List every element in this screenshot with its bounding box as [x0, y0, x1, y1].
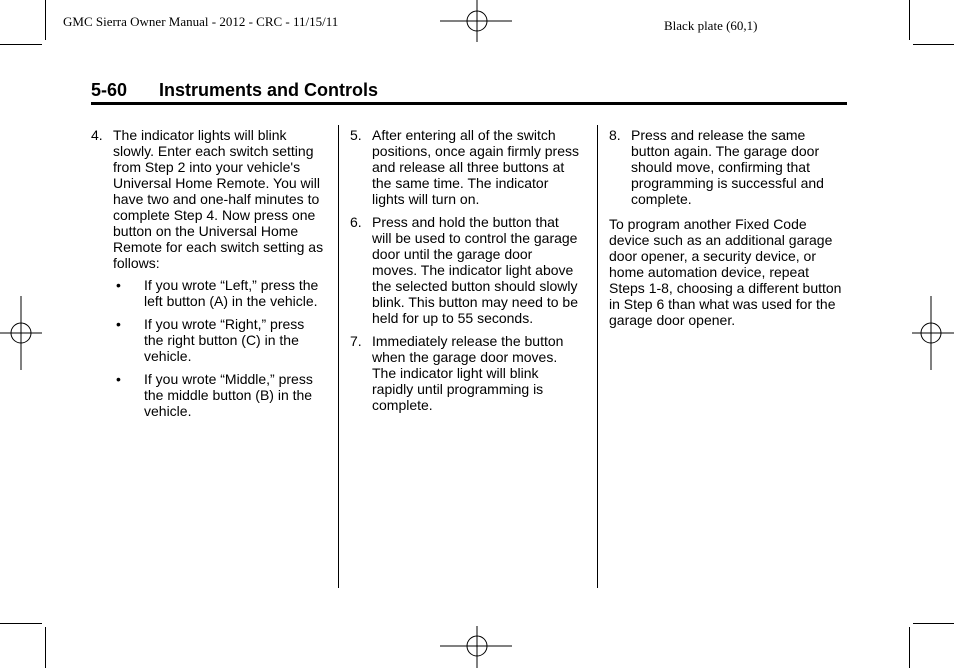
column-1	[91, 127, 327, 433]
bullet-mark: •	[116, 371, 121, 387]
crop-mark-top-right-horizontal	[913, 44, 954, 45]
step-text: After entering all of the switch positions, once again firmly press and release all three buttons at the same time. The indicator lights will turn on.	[372, 127, 579, 207]
step-text: The indicator lights will blink slowly. Enter each switch setting from Step 2 into your vehicle's Universal Home Remote. You will have two and one-half minutes to complete Step 4. Now press one button on the Universal Home Remote for each switch setting as follows:	[113, 127, 324, 271]
body-paragraph: To program another Fixed Code device such as an additional garage door opener, a security device, or home automation device, repeat Steps 1-8, choosing a different button in Step 6 than what was used for the garage door opener.	[609, 216, 842, 328]
step-number: 5.	[350, 127, 362, 143]
list-item	[113, 277, 327, 309]
step-7	[350, 333, 580, 413]
column-3	[609, 127, 847, 328]
crop-mark-top-left-vertical	[45, 0, 46, 40]
registration-mark-right	[912, 296, 954, 370]
crop-mark-bottom-right-vertical	[909, 627, 910, 668]
crop-mark-top-left-horizontal	[0, 44, 42, 45]
section-title: Instruments and Controls	[159, 80, 379, 100]
manual-slug: GMC Sierra Owner Manual - 2012 - CRC - 11/15/11	[63, 14, 339, 29]
page-number: 5-60	[91, 80, 128, 100]
heading-rule	[91, 102, 847, 105]
registration-mark-bottom	[440, 626, 516, 668]
bullet-text: If you wrote “Middle,” press the middle button (B) in the vehicle.	[144, 371, 313, 419]
section-heading	[91, 80, 378, 101]
step-text: Press and release the same button again. The garage door should move, confirming that programming is successful and complete.	[631, 127, 824, 207]
step-number: 4.	[91, 127, 103, 143]
step-number: 8.	[609, 127, 621, 143]
step-number: 6.	[350, 214, 362, 230]
column-divider-1	[338, 125, 339, 588]
bullet-mark: •	[116, 316, 121, 332]
crop-mark-bottom-left-horizontal	[0, 623, 42, 624]
step-6	[350, 214, 580, 326]
list-item	[113, 371, 327, 419]
bullet-mark: •	[116, 277, 121, 293]
step-number: 7.	[350, 333, 362, 349]
registration-mark-left	[0, 296, 42, 370]
step-5	[350, 127, 580, 207]
step-text: Immediately release the button when the garage door moves. The indicator light will blink rapidly until programming is complete.	[372, 333, 564, 413]
column-divider-2	[597, 125, 598, 588]
plate-label: Black plate (60,1)	[664, 18, 758, 33]
column-2	[350, 127, 580, 420]
step-text: Press and hold the button that will be used to control the garage door until the garage door moves. The indicator light above the selected button should slowly blink. This button may need to be held for up to 55 seconds.	[372, 214, 578, 326]
registration-mark-top	[440, 0, 516, 42]
step-8	[609, 127, 847, 207]
crop-mark-bottom-right-horizontal	[913, 623, 954, 624]
crop-mark-bottom-left-vertical	[45, 627, 46, 668]
crop-mark-top-right-vertical	[909, 0, 910, 40]
bullet-text: If you wrote “Left,” press the left button (A) in the vehicle.	[144, 277, 319, 309]
bullet-text: If you wrote “Right,” press the right button (C) in the vehicle.	[144, 316, 305, 364]
list-item	[113, 316, 327, 364]
bullet-list	[113, 277, 327, 419]
step-4	[91, 127, 327, 426]
